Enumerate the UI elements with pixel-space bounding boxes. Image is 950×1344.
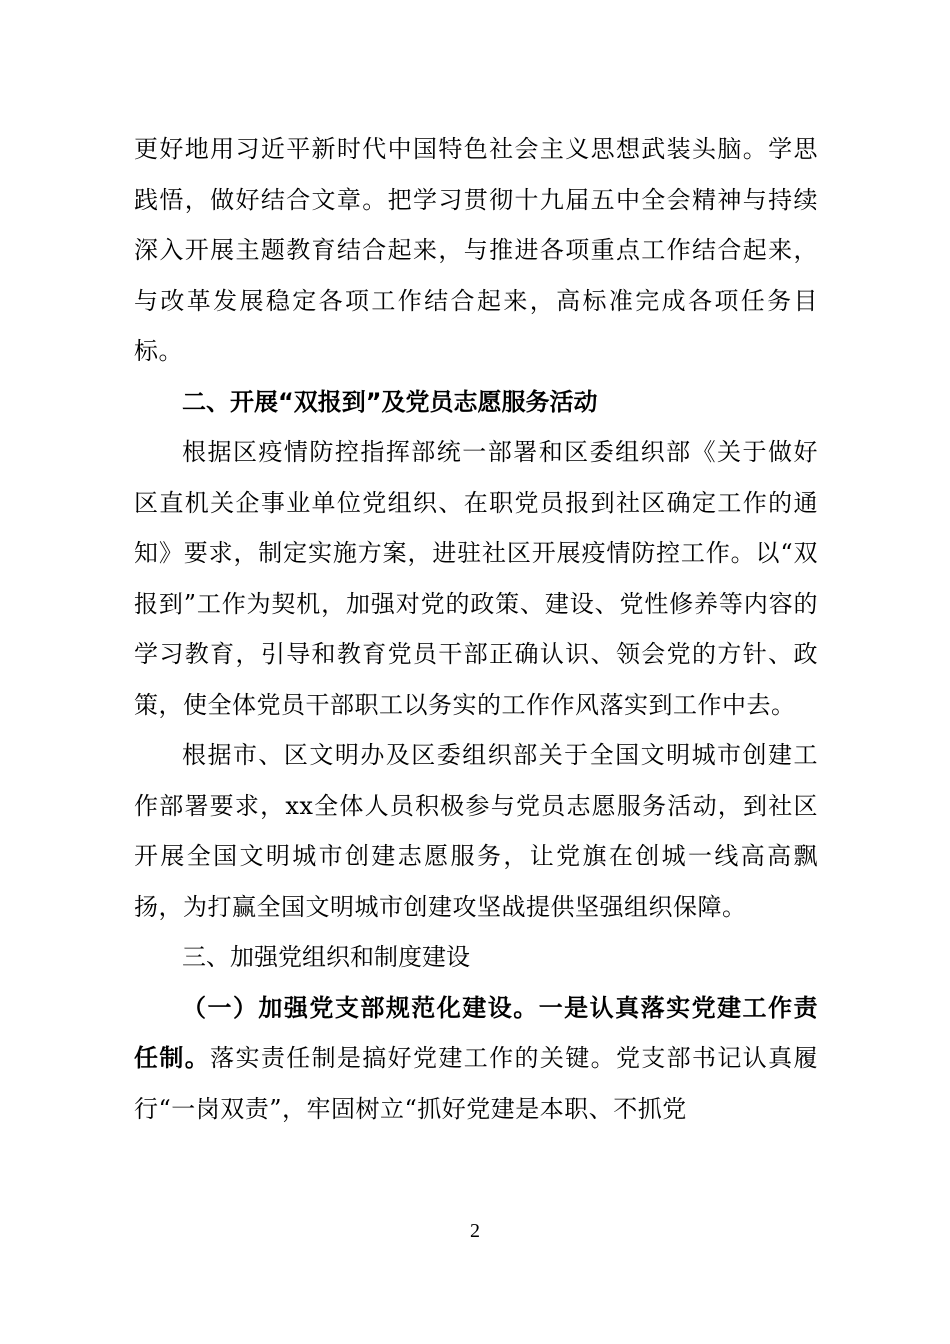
- paragraph-4: [134, 983, 818, 1135]
- section-heading-2: 二、开展“双报到”及党员志愿服务活动: [182, 387, 598, 416]
- paragraph-3: 根据市、区文明办及区委组织部关于全国文明城市创建工作部署要求，xx全体人员积极参与党员志愿服务活动，到社区开展全国文明城市创建志愿服务，让党旗在创城一线高高飘扬，为打赢全国文明城市创建攻坚战提供坚强组织保障。: [134, 741, 818, 921]
- paragraph-2: 根据区疫情防控指挥部统一部署和区委组织部《关于做好区直机关企事业单位党组织、在职党员报到社区确定工作的通知》要求，制定实施方案，进驻社区开展疫情防控工作。以“双报到”工作为契机，加强对党的政策、建设、党性修养等内容的学习教育，引导和教育党员干部正确认识、领会党的方针、政策，使全体党员干部职工以务实的工作作风落实到工作中去。: [134, 438, 818, 719]
- paragraph-4-bold-lead: （一）加强党支部规范化建设。一是认真落实党建工作责任制。: [134, 993, 818, 1072]
- page-number: 2: [470, 1220, 480, 1242]
- section-heading-3: 三、加强党组织和制度建设: [182, 943, 470, 971]
- document-page: [134, 124, 818, 1134]
- paragraph-1: 更好地用习近平新时代中国特色社会主义思想武装头脑。学思践悟，做好结合文章。把学习贯彻十九届五中全会精神与持续深入开展主题教育结合起来，与推进各项重点工作结合起来，与改革发展稳定各项工作结合起来，高标准完成各项任务目标。: [134, 135, 818, 365]
- paragraph-4-text: 落实责任制是搞好党建工作的关键。党支部书记认真履行“一岗双责”，牢固树立“抓好党建是本职、不抓党: [134, 1044, 819, 1123]
